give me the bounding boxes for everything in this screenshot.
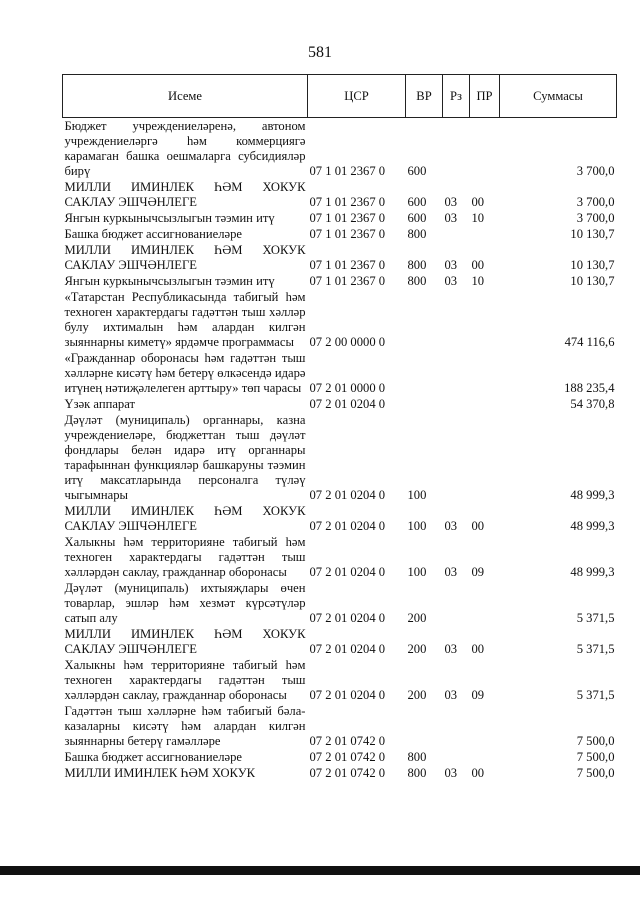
- cell-name: МИЛЛИ ИМИНЛЕК ҺӘМ ХОКУК САКЛАУ ЭШЧӘНЛЕГЕ: [64, 504, 306, 533]
- cell-sum: 10 130,7: [570, 258, 615, 272]
- cell-pr: [470, 703, 500, 749]
- cell-pr: [470, 412, 500, 503]
- cell-vr: 800: [407, 750, 427, 764]
- cell-rz: [443, 396, 470, 412]
- cell-csr: 07 1 01 2367 0: [309, 274, 386, 288]
- cell-vr: 100: [407, 565, 427, 579]
- cell-vr: 600: [407, 195, 427, 209]
- table-row: [63, 703, 617, 749]
- table-row: [63, 118, 617, 180]
- cell-vr: 100: [407, 519, 427, 533]
- cell-sum: 3 700,0: [576, 211, 615, 225]
- cell-vr: 200: [407, 688, 427, 702]
- header-vr: ВР: [406, 75, 443, 118]
- cell-name: Дәүләт (муниципаль) ихтыяҗлары өчен товарлар, эшләр һәм хезмәт күрсәтүләр сатып алу: [64, 581, 306, 625]
- cell-csr: 07 1 01 2367 0: [309, 164, 386, 178]
- cell-name: Халыкны һәм территорияне табигый һәм техноген характердагы гадәттән тыш хәлләрдән саклау, гражданнар оборонасы: [64, 535, 306, 579]
- cell-pr: 00: [471, 766, 485, 780]
- cell-sum: 48 999,3: [570, 519, 615, 533]
- table-row: [63, 749, 617, 765]
- cell-pr: [470, 118, 500, 180]
- cell-sum: 474 116,6: [564, 335, 615, 349]
- cell-csr: 07 1 01 2367 0: [309, 211, 386, 225]
- cell-rz: [443, 226, 470, 242]
- cell-csr: 07 2 01 0204 0: [309, 565, 386, 579]
- cell-csr: 07 2 01 0000 0: [309, 381, 386, 395]
- header-sum: Суммасы: [500, 75, 617, 118]
- cell-csr: 07 1 01 2367 0: [309, 227, 386, 241]
- cell-csr: 07 1 01 2367 0: [309, 195, 386, 209]
- table-row: [63, 412, 617, 503]
- cell-rz: 03: [444, 274, 458, 288]
- cell-pr: 10: [471, 274, 485, 288]
- cell-sum: 3 700,0: [576, 164, 615, 178]
- cell-name: Бюджет учреждениеләренә, автоном учреждениеләргә һәм коммерциягә карамаган башка оешмаларга субсидияләр бирү: [64, 119, 306, 178]
- cell-rz: [443, 350, 470, 396]
- cell-name: МИЛЛИ ИМИНЛЕК ҺӘМ ХОКУК САКЛАУ ЭШЧӘНЛЕГЕ: [64, 627, 306, 656]
- cell-pr: 00: [471, 258, 485, 272]
- cell-rz: 03: [444, 688, 458, 702]
- cell-sum: 5 371,5: [576, 611, 615, 625]
- cell-vr: 800: [407, 766, 427, 780]
- cell-csr: 07 2 01 0742 0: [309, 766, 386, 780]
- cell-name: МИЛЛИ ИМИНЛЕК ҺӘМ ХОКУК: [64, 766, 256, 780]
- table-body: [63, 118, 617, 782]
- cell-csr: 07 2 00 0000 0: [309, 335, 386, 349]
- header-pr: ПР: [470, 75, 500, 118]
- cell-pr: 09: [471, 688, 485, 702]
- cell-csr: 07 2 01 0742 0: [309, 750, 386, 764]
- header-csr: ЦСР: [308, 75, 406, 118]
- cell-csr: 07 2 01 0204 0: [309, 519, 386, 533]
- cell-sum: 5 371,5: [576, 688, 615, 702]
- cell-vr: 200: [407, 611, 427, 625]
- page-number: 581: [308, 44, 332, 61]
- cell-rz: 03: [444, 258, 458, 272]
- table-row: [63, 765, 617, 781]
- cell-pr: 00: [471, 642, 485, 656]
- cell-name: Башка бюджет ассигнованиеләре: [64, 750, 242, 764]
- cell-rz: 03: [444, 766, 458, 780]
- table-row: [63, 210, 617, 226]
- cell-rz: 03: [444, 565, 458, 579]
- cell-name: Янгын куркынычсызлыгын тәэмин итү: [64, 211, 275, 225]
- cell-name: Башка бюджет ассигнованиеләре: [64, 227, 242, 241]
- cell-name: «Гражданнар оборонасы һәм гадәттән тыш хәлләрне кисәтү һәм бетерү өлкәсендә идарә итүнең нәтиҗәлелеген арттыру» төп чарасы: [64, 351, 306, 395]
- table-row: [63, 289, 617, 350]
- cell-vr: [406, 350, 443, 396]
- cell-rz: [443, 703, 470, 749]
- cell-name: Дәүләт (муниципаль) органнары, казна учреждениеләре, бюджеттан тыш дәүләт фондлары белән идарә итү органнары тарафыннан функцияләр башкаруны тәэмин итү максатларында персоналга түләү чыгымнары: [64, 413, 306, 502]
- cell-rz: 03: [444, 519, 458, 533]
- cell-csr: 07 2 01 0204 0: [309, 642, 386, 656]
- cell-vr: 600: [407, 211, 427, 225]
- cell-csr: 07 1 01 2367 0: [309, 258, 386, 272]
- cell-sum: 48 999,3: [570, 565, 615, 579]
- cell-sum: 3 700,0: [576, 195, 615, 209]
- table-row: [63, 396, 617, 412]
- cell-rz: 03: [444, 642, 458, 656]
- cell-csr: 07 2 01 0204 0: [309, 397, 386, 411]
- table-row: [63, 242, 617, 273]
- cell-sum: 7 500,0: [576, 750, 615, 764]
- cell-rz: [443, 412, 470, 503]
- cell-sum: 54 370,8: [570, 397, 615, 411]
- header-name: Исеме: [63, 75, 308, 118]
- cell-sum: 7 500,0: [576, 766, 615, 780]
- cell-name: «Татарстан Республикасында табигый һәм техноген характердагы гадәттән тыш хәлләр булу ихтималын һәм алардан килгән зыяннарны киметү» ярдәмче программасы: [64, 290, 306, 349]
- cell-pr: [470, 396, 500, 412]
- cell-csr: 07 2 01 0204 0: [309, 611, 386, 625]
- cell-rz: [443, 749, 470, 765]
- cell-pr: 00: [471, 195, 485, 209]
- cell-rz: [443, 289, 470, 350]
- cell-pr: [470, 580, 500, 626]
- cell-vr: 100: [407, 488, 427, 502]
- cell-name: МИЛЛИ ИМИНЛЕК ҺӘМ ХОКУК САКЛАУ ЭШЧӘНЛЕГЕ: [64, 180, 306, 209]
- table-row: [63, 534, 617, 580]
- cell-pr: [470, 226, 500, 242]
- cell-vr: 800: [407, 258, 427, 272]
- cell-vr: 600: [407, 164, 427, 178]
- cell-csr: 07 2 01 0204 0: [309, 688, 386, 702]
- budget-table: [62, 74, 617, 781]
- cell-name: Янгын куркынычсызлыгын тәэмин итү: [64, 274, 275, 288]
- cell-rz: 03: [444, 211, 458, 225]
- table-row: [63, 503, 617, 534]
- cell-pr: 09: [471, 565, 485, 579]
- table-row: [63, 657, 617, 703]
- table-row: [63, 580, 617, 626]
- table-header-row: [63, 75, 617, 118]
- cell-name: Үзәк аппарат: [64, 397, 135, 411]
- cell-sum: 5 371,5: [576, 642, 615, 656]
- bottom-scan-border: [0, 866, 640, 875]
- cell-vr: 800: [407, 227, 427, 241]
- cell-rz: 03: [444, 195, 458, 209]
- table-row: [63, 226, 617, 242]
- table-row: [63, 179, 617, 210]
- cell-name: МИЛЛИ ИМИНЛЕК ҺӘМ ХОКУК САКЛАУ ЭШЧӘНЛЕГЕ: [64, 243, 306, 272]
- table-row: [63, 626, 617, 657]
- cell-rz: [443, 118, 470, 180]
- cell-vr: [406, 703, 443, 749]
- cell-pr: [470, 289, 500, 350]
- cell-csr: 07 2 01 0204 0: [309, 488, 386, 502]
- cell-pr: [470, 350, 500, 396]
- cell-sum: 48 999,3: [570, 488, 615, 502]
- table-row: [63, 273, 617, 289]
- cell-name: Халыкны һәм территорияне табигый һәм техноген характердагы гадәттән тыш хәлләрдән саклау, гражданнар оборонасы: [64, 658, 306, 702]
- cell-rz: [443, 580, 470, 626]
- cell-csr: 07 2 01 0742 0: [309, 734, 386, 748]
- table-row: [63, 350, 617, 396]
- cell-sum: 7 500,0: [576, 734, 615, 748]
- cell-name: Гадәттән тыш хәлләрне һәм табигый бәла-казаларны кисәтү һәм алардан килгән зыяннарны бетерү гамәлләре: [64, 704, 306, 748]
- cell-vr: [406, 396, 443, 412]
- cell-pr: 00: [471, 519, 485, 533]
- header-rz: Рз: [443, 75, 470, 118]
- cell-pr: 10: [471, 211, 485, 225]
- cell-vr: 200: [407, 642, 427, 656]
- cell-vr: [406, 289, 443, 350]
- cell-sum: 10 130,7: [570, 274, 615, 288]
- cell-sum: 10 130,7: [570, 227, 615, 241]
- cell-vr: 800: [407, 274, 427, 288]
- cell-pr: [470, 749, 500, 765]
- cell-sum: 188 235,4: [564, 381, 615, 395]
